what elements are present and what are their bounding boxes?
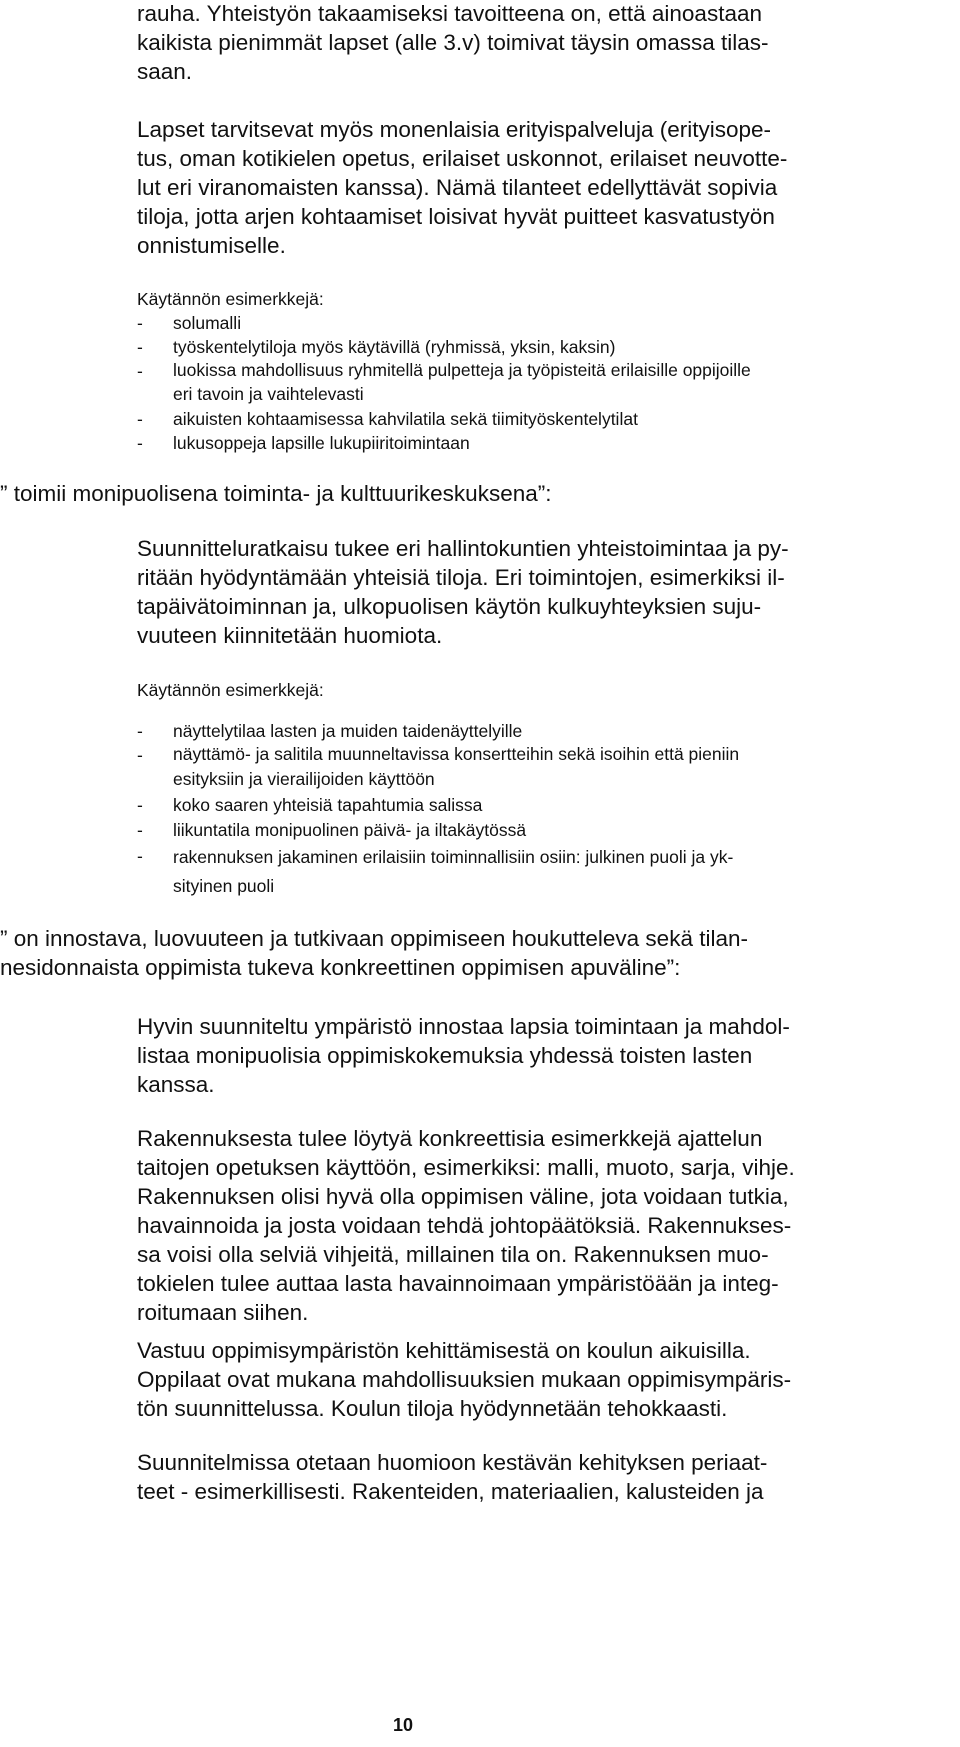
page-number: 10 — [393, 1715, 414, 1735]
text-line: Lapset tarvitsevat myös monenlaisia erityispalveluja (erityisope- — [137, 117, 772, 142]
text-line: tus, oman kotikielen opetus, erilaiset uskonnot, erilaiset neuvotte- — [137, 146, 788, 171]
learning-paragraph-1 — [137, 1012, 790, 1099]
bullet-dash: - — [137, 313, 143, 333]
text-line: Suunnitelmissa otetaan huomioon kestävän kehityksen periaat- — [137, 1450, 768, 1475]
text-line: tiloja, jotta arjen kohtaamiset loisivat hyvät puitteet kasvatustyön — [137, 204, 775, 229]
special-needs-paragraph — [137, 115, 787, 260]
text-line: sa voisi olla selviä vihjeitä, millainen tila on. Rakennuksen muo- — [137, 1242, 769, 1267]
text-line: onnistumiselle. — [137, 233, 286, 258]
document-page: rauha. Yhteistyön takaamiseksi tavoitteena on, että ainoastaan kaikista pienimmät lapset (alle 3.v) toimivat täysin omassa tilas- saan. Lapset tarvitsevat myös monenlaisia erityispalveluja (erityisope- tus, oman kotikielen opetus, erilaiset uskonnot, erilaiset neuvotte- lut eri viranomaisten kanssa). Nämä tilanteet edellyttävät sopivia tiloja, jotta arjen kohtaamiset loisivat hyvät puitteet kasvatustyön onnistumiselle. Käytännön esimerkkejä: - solumalli - työskentelytiloja myös käytävillä (ryhmissä, yksin, kaksin) - luokissa mahdollisuus ryhmitellä pulpetteja ja työpisteitä erilaisille oppijoille eri tavoin ja vaihtelevasti - aikuisten kohtaamisessa kahvilatila sekä tiimityöskentelytilat - lukusoppeja lapsille lukupiiritoimintaan ” toimii monipuolisena toiminta- ja kulttuurikeskuksena”: Suunnitteluratkaisu tukee eri hallintokuntien yhteistoimintaa ja py- ritään hyödyntämään yhteisiä tiloja. Eri toimintojen, esimerkiksi il- tapäivätoiminnan ja, ulkopuolisen käytön kulkuyhteyksien suju- vuuteen kiinnitetään huomiota. Käytännön esimerkkejä: - näyttelytilaa lasten ja muiden taidenäyttelyille - näyttämö- ja salitila muunneltavissa konsertteihin sekä isoihin että pieniin esityksiin ja vierailijoiden käyttöön - koko saaren yhteisiä tapahtumia salissa - liikuntatila monipuolinen päivä- ja iltakäytössä - rakennuksen jakaminen erilaisiin toiminnallisiin osiin: julkinen puoli ja yk- sityinen puoli ” on innostava, luovuuteen ja tutkivaan oppimiseen houkutteleva sekä tilan- nesidonnaista oppimista tukeva konkreettinen oppimisen apuväline”: Hyvin suunniteltu ympäristö innostaa lapsia toimintaan ja mahdol- listaa monipuolisia oppimiskokemuksia yhdessä toisten lasten kanssa. Rakennuksesta tulee löytyä konkreettisia esimerkkejä ajattelun taitojen opetuksen käyttöön, esimerkiksi: malli, muoto, sarja, vihje. Rakennuksen olisi hyvä olla oppimisen väline, jota voidaan tutkia, havainnoida ja josta voidaan tehdä johtopäätöksiä. Rakennukses- sa voisi olla selviä vihjeitä, millainen tila on. Rakennuksen muo- tokielen tulee auttaa lasta havainnoimaan ympäristöään ja integ- roitumaan siihen. Vastuu oppimisympäristön kehittämisestä on koulun aikuisilla. Oppilaat ovat mukana mahdollisuuksien mukaan oppimisympäris- tön suunnittelussa. Koulun tiloja hyödynnetään tehokkaasti. Suunnitelmissa otetaan huomioon kestävän kehityksen periaat- teet - esimerkillisesti. Rakenteiden, materiaalien, kalusteiden ja 10 — [0, 1, 795, 1735]
learning-paragraph-2 — [137, 1124, 795, 1327]
bullet-dash: - — [137, 846, 143, 866]
examples-heading: Käytännön esimerkkejä: — [137, 289, 324, 309]
text-line: Suunnitteluratkaisu tukee eri hallintokuntien yhteistoimintaa ja py- — [137, 536, 789, 561]
text-line: tön suunnittelussa. Koulun tiloja hyödynnetään tehokkaasti. — [137, 1396, 728, 1421]
bullet-dash: - — [137, 745, 143, 765]
text-line: Oppilaat ovat mukana mahdollisuuksien mukaan oppimisympäris- — [137, 1367, 792, 1392]
learning-paragraph-3 — [137, 1336, 791, 1423]
culture-paragraph — [137, 534, 789, 650]
text-line: teet - esimerkillisesti. Rakenteiden, materiaalien, kalusteiden ja — [137, 1479, 764, 1504]
text-line: Rakennuksen olisi hyvä olla oppimisen väline, jota voidaan tutkia, — [137, 1184, 789, 1209]
text-line: tapäivätoiminnan ja, ulkopuolisen käytön kulkuyhteyksien suju- — [137, 594, 762, 619]
text-line: havainnoida ja josta voidaan tehdä johtopäätöksiä. Rakennukses- — [137, 1213, 792, 1238]
examples-heading: Käytännön esimerkkejä: — [137, 680, 324, 700]
text-line: taitojen opetuksen käyttöön, esimerkiksi: malli, muoto, sarja, vihje. — [137, 1155, 795, 1180]
bullet-dash: - — [137, 820, 143, 840]
text-line: vuuteen kiinnitetään huomiota. — [137, 623, 443, 648]
learning-paragraph-4 — [137, 1448, 767, 1506]
section-heading-culture: ” toimii monipuolisena toiminta- ja kulttuurikeskuksena”: — [0, 481, 552, 506]
text-line: lut eri viranomaisten kanssa). Nämä tilanteet edellyttävät sopivia — [137, 175, 778, 200]
section-heading-learning: ” on innostava, luovuuteen ja tutkivaan oppimiseen houkutteleva sekä tilan- nesidonnaista oppimista tukeva konkreettinen oppimisen apuväline”: — [0, 926, 748, 980]
bullet-dash: - — [137, 433, 143, 453]
bullet-dash: - — [137, 409, 143, 429]
text-line: kaikista pienimmät lapset (alle 3.v) toimivat täysin omassa tilas- — [137, 30, 769, 55]
text-line: listaa monipuolisia oppimiskokemuksia yhdessä toisten lasten — [137, 1043, 753, 1068]
text-line: tokielen tulee auttaa lasta havainnoimaan ympäristöään ja integ- — [137, 1271, 779, 1296]
text-line: ritään hyödyntämään yhteisiä tiloja. Eri toimintojen, esimerkiksi il- — [137, 565, 785, 590]
text-line: Hyvin suunniteltu ympäristö innostaa lapsia toimintaan ja mahdol- — [137, 1014, 790, 1039]
text-line: rauha. Yhteistyön takaamiseksi tavoitteena on, että ainoastaan — [137, 1, 762, 26]
bullet-dash: - — [137, 337, 143, 357]
bullet-dash: - — [137, 795, 143, 815]
text-line: roitumaan siihen. — [137, 1300, 309, 1325]
intro-paragraph — [137, 0, 768, 86]
text-line: Rakennuksesta tulee löytyä konkreettisia esimerkkejä ajattelun — [137, 1126, 763, 1151]
bullet-dash: - — [137, 361, 143, 381]
text-line: saan. — [137, 59, 193, 84]
text-line: Vastuu oppimisympäristön kehittämisestä on koulun aikuisilla. — [137, 1338, 751, 1363]
bullet-dash: - — [137, 721, 143, 741]
text-line: kanssa. — [137, 1072, 215, 1097]
